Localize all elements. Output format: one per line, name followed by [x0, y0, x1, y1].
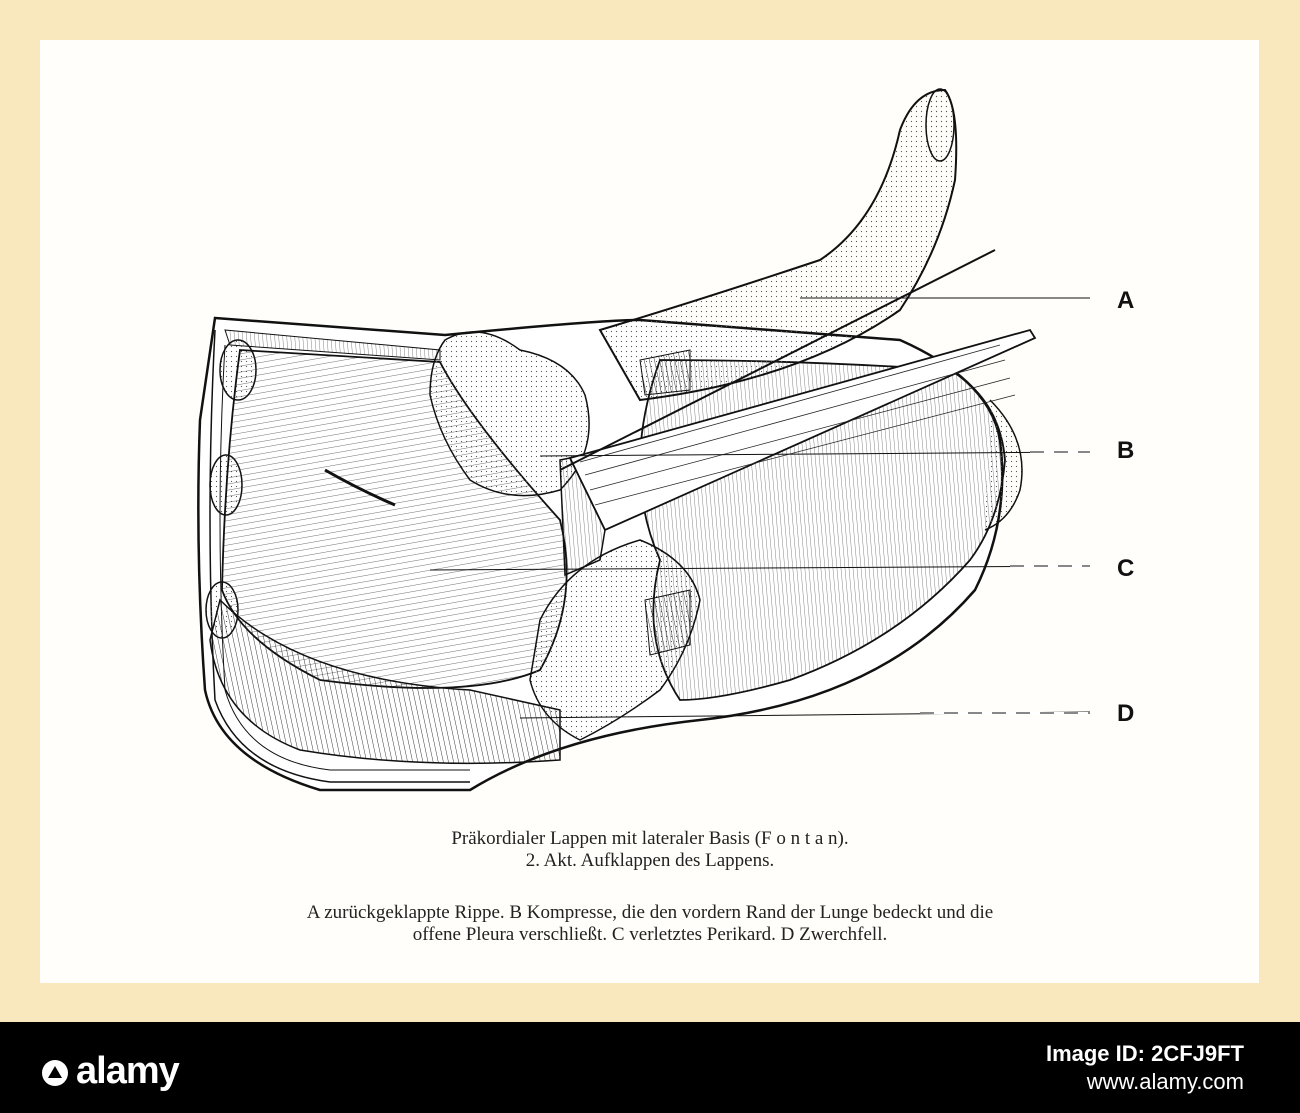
- figure-caption: [100, 828, 1200, 872]
- caption-line-2: 2. Akt. Aufklappen des Lappens.: [525, 850, 775, 871]
- alamy-logo-icon: [40, 1058, 70, 1088]
- alamy-logo-text: alamy: [76, 1050, 179, 1092]
- stock-footer: [0, 1022, 1300, 1113]
- label-b: B: [1117, 437, 1135, 464]
- label-a: A: [1117, 287, 1135, 314]
- rib-a-end: [926, 89, 954, 161]
- caption-line-1: Präkordialer Lappen mit lateraler Basis (F o n t a n).: [451, 828, 849, 849]
- label-c: C: [1117, 555, 1135, 582]
- alamy-logo[interactable]: [40, 1050, 179, 1093]
- legend-line-2: offene Pleura verschließt. C verletztes Perikard. D Zwerchfell.: [412, 924, 888, 945]
- figure-legend: [100, 902, 1200, 946]
- label-d: D: [1117, 700, 1135, 727]
- image-id: Image ID: 2CFJ9FT: [1045, 1041, 1244, 1066]
- site-url[interactable]: www.alamy.com: [1086, 1069, 1244, 1094]
- stock-image-info: [1046, 1040, 1244, 1096]
- legend-line-1: A zurückgeklappte Rippe. B Kompresse, die den vordern Rand der Lunge bedeckt und die: [306, 902, 994, 923]
